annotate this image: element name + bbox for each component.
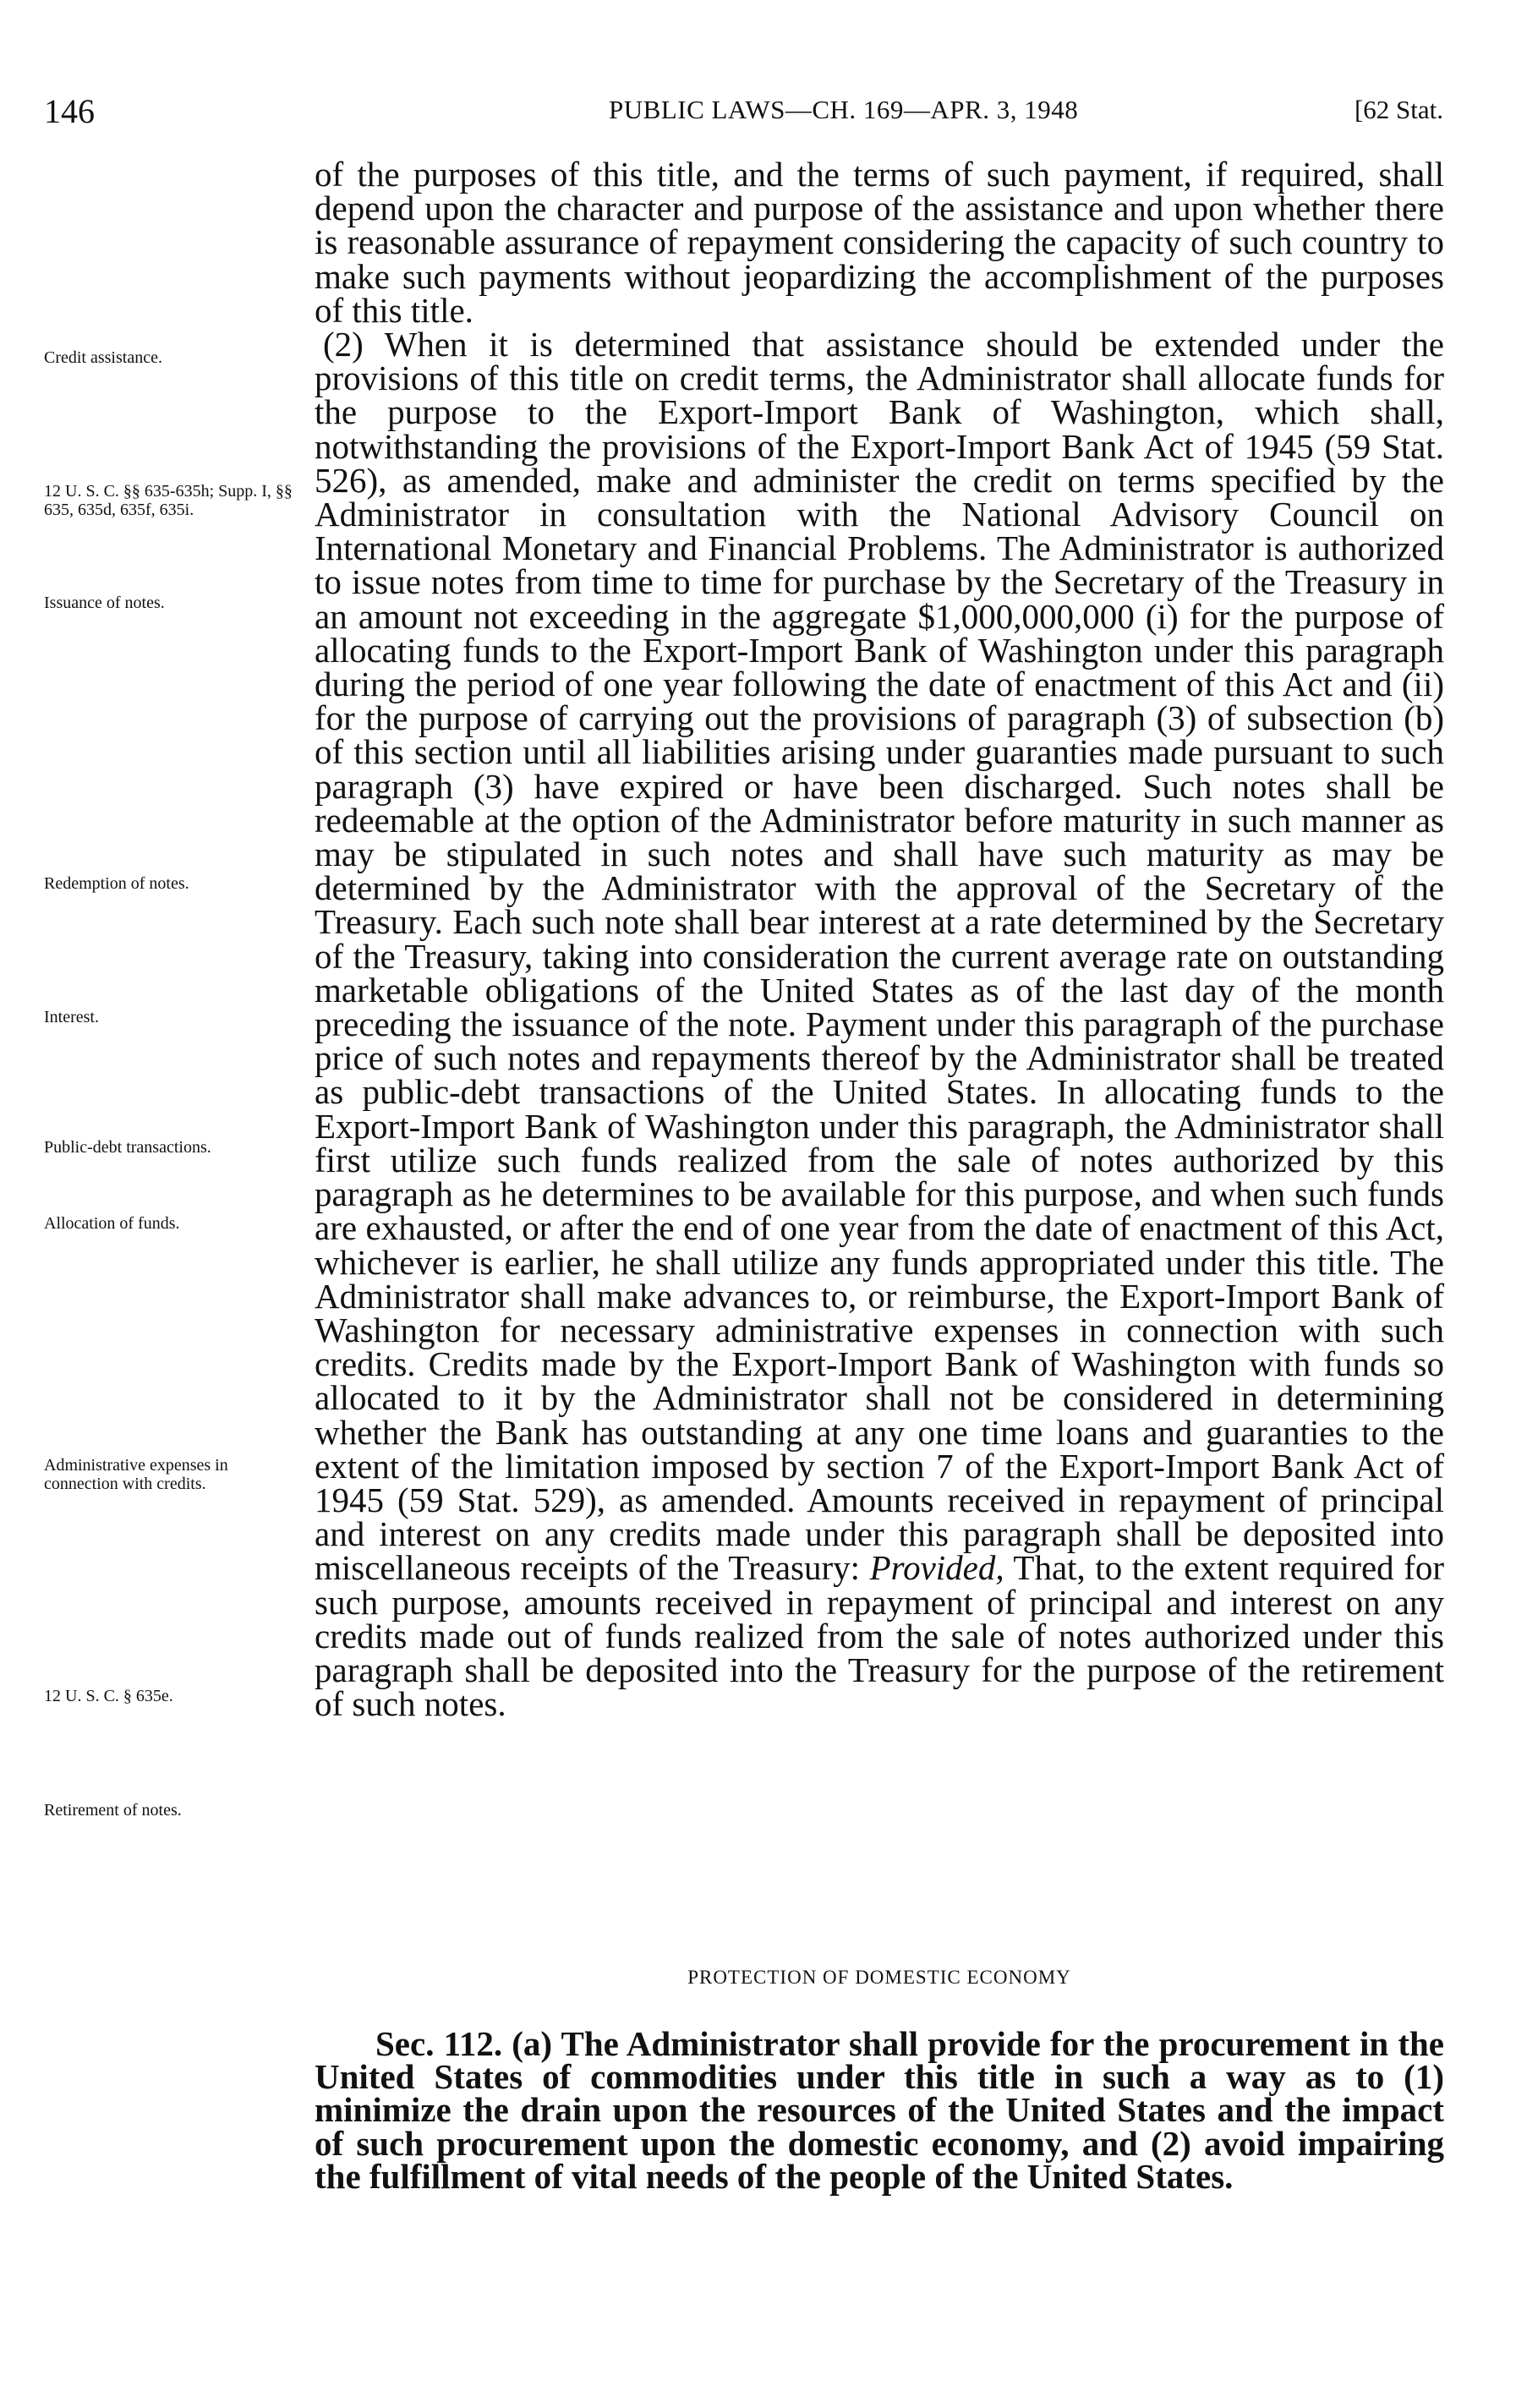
margin-note-interest: Interest. xyxy=(44,1008,99,1026)
margin-note-credit-assistance: Credit assistance. xyxy=(44,348,162,367)
section-112: Sec. 112. (a) The Administrator shall provide for the procurement in the United States of commodities under this title in such a way as to (1) minimize the drain upon the resources of the United States and the impact of such procurement upon the domestic economy, and (2) avoid impairing the fulfillment of vital needs of the people of the United States. xyxy=(315,2024,1444,2196)
proviso-label: Provided, xyxy=(869,1548,1004,1588)
paragraph-2 xyxy=(315,325,1445,1724)
paragraph-continued: of the purposes of this title, and the terms of such payment, if required, shall depend upon the character and purpose of the assistance and upon whether there is reasonable assurance of repayment considering the capacity of such country to make such payments without jeopardizing the accomplishment of the purposes of this title. xyxy=(315,155,1444,330)
page-number: 146 xyxy=(44,92,95,130)
running-title: PUBLIC LAWS—CH. 169—APR. 3, 1948 xyxy=(609,95,1079,124)
statute-reference: [62 Stat. xyxy=(1354,95,1443,124)
margin-note-administrative-expenses: Administrative expenses in connection with credits. xyxy=(44,1456,228,1493)
main-text xyxy=(315,155,1445,1724)
margin-note-retirement-of-notes: Retirement of notes. xyxy=(44,1801,182,1820)
paragraph-2-proviso-text: That, to the extent required for such purpose, amounts received in repayment of principal and interest on any credits made out of funds realized from the sale of notes authorized under this paragraph shall be deposited into the Treasury for the purpose of the retirement of such notes. xyxy=(315,1548,1445,1724)
margin-note-public-debt-transactions: Public-debt transactions. xyxy=(44,1138,211,1157)
paragraph-2-text: (2) When it is determined that assistance should be extended under the provisions of this title on credit terms, the Administrator shall allocate funds for the purpose to the Export-Import Bank of Washington, which shall, notwithstanding the provisions of the Export-Import Bank Act of 1945 (59 Stat. 526), as amended, make and administer the credit on terms specified by the Administrator in consultation with the National Advisory Council on International Monetary and Financial Problems. The Administrator is authorized to issue notes from time to time for purchase by the Secretary of the Treasury in an amount not exceeding in the aggregate $1,000,000,000 (i) for the purpose of allocating funds to the Export-Import Bank of Washington under this paragraph during the period of one year following the date of enactment of this Act and (ii) for the purpose of carrying out the provisions of paragraph (3) of subsection (b) of this section until all liabilities arising under guaranties made pursuant to such paragraph (3) have expired or have been discharged. Such notes shall be redeemable at the option of the Administrator before maturity in such manner as may be stipulated in such notes and shall have such maturity as may be determined by the Administrator with the approval of the Secretary of the Treasury. Each such note shall bear interest at a rate determined by the Secretary of the Treasury, taking into consideration the current average rate on outstanding marketable obligations of the United States as of the last day of the month preceding the issuance of the note. Payment under this paragraph of the purchase price of such notes and repayments thereof by the Administrator shall be treated as public-debt transactions of the United States. In allocating funds to the Export-Import Bank of Washington under this paragraph, the Administrator shall first utilize such funds realized from the sale of notes authorized by this paragraph as he determines to be available for this purpose, and when such funds are exhausted, or after the end of one year from the date of enactment of this Act, whichever is earlier, he shall utilize any funds appropriated under this title. The Administrator shall make advances to, or reimburse, the Export-Import Bank of Washington for necessary administrative expenses in connection with such credits. Credits made by the Export-Import Bank of Washington with funds so allocated to it by the Administrator shall not be considered in determining whether the Bank has outstanding at any one time loans and guaranties to the extent of the limitation imposed by section 7 of the Export-Import Bank Act of 1945 (59 Stat. 529), as amended. Amounts received in repayment of principal and interest on any credits made under this paragraph shall be deposited into miscellaneous receipts of the Treasury: xyxy=(315,325,1444,1588)
margin-note-issuance-of-notes: Issuance of notes. xyxy=(44,594,165,612)
margin-note-redemption-of-notes: Redemption of notes. xyxy=(44,874,189,893)
margin-note-usc-citation: 12 U. S. C. §§ 635-635h; Supp. I, §§ 635, 635d, 635f, 635i. xyxy=(44,482,293,519)
margin-note-usc-635e: 12 U. S. C. § 635e. xyxy=(44,1687,173,1705)
section-heading: PROTECTION OF DOMESTIC ECONOMY xyxy=(687,1967,1071,1988)
running-header xyxy=(44,91,1443,132)
margin-note-allocation-of-funds: Allocation of funds. xyxy=(44,1214,180,1233)
